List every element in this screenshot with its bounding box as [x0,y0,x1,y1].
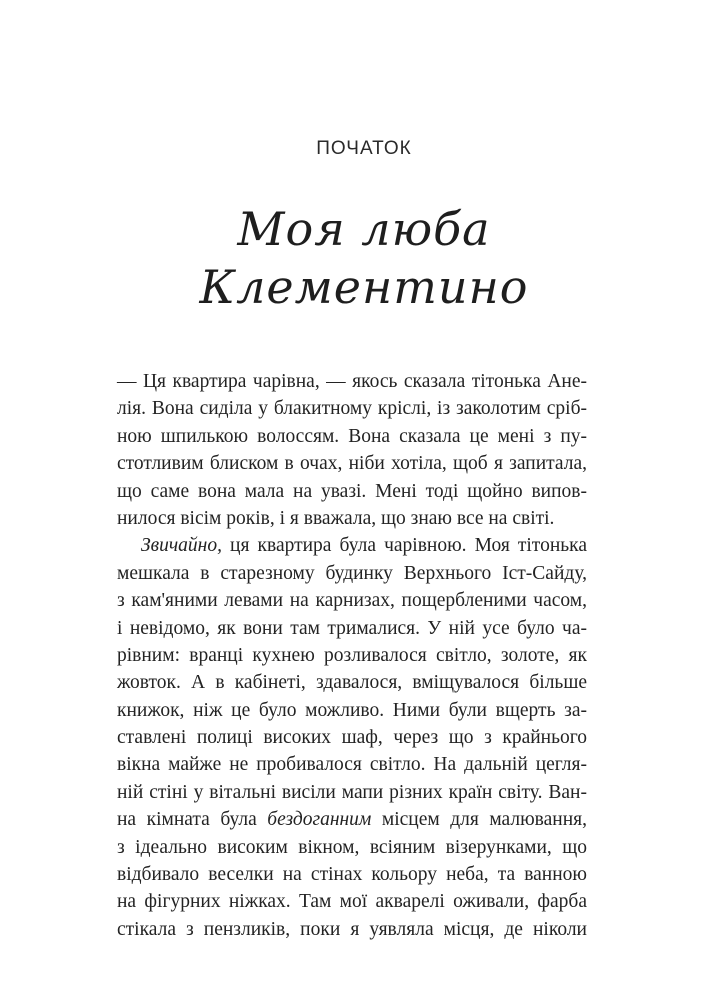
text-fragment: ця квартира була чарівною. Моя тітонька [221,535,587,557]
text-line: — Ця квартира чарівна, — якось сказала тітонька Ане- [117,371,587,392]
text-line: стікала з пензликів, поки я уявляла місця, де ніколи [117,918,587,940]
text-line: на фігурних ніжках. Там мої акварелі оживали, фарба [117,891,587,913]
text-line: ній стіні у вітальні висіли мапи різних країн світу. Ван- [117,781,587,803]
text-line: з ідеально високим вікном, всіяним візерунками, що [117,836,587,858]
text-fragment: місцем для малювання, [371,809,587,831]
text-line: лія. Вона сиділа у блакитному кріслі, із заколотим сріб- [117,398,587,420]
text-line: ставлені полиці високих шаф, через що з крайнього [117,727,587,749]
chapter-title [0,200,728,316]
text-line: і невідомо, як вони там трималися. У ній усе було ча- [117,617,587,639]
text-line: ною шпилькою волоссям. Вона сказала це мені з пу- [117,425,587,447]
text-line: відбивало веселки на стінах кольору неба, та ванною [117,864,587,886]
text-line [117,806,587,833]
text-line: жовток. А в кабінеті, здавалося, вміщувалося більше [117,672,587,694]
text-line: мешкала в старезному будинку Верхнього Іст-Сайду, [117,562,587,584]
body-text [117,368,587,943]
text-line: рівним: вранці кухнею розливалося світло, золоте, як [117,644,587,666]
text-line: з кам'яними левами на карнизах, пощербленими часом, [117,590,587,612]
text-line: книжок, ніж це було можливо. Ними були вщерть за- [117,699,587,721]
text-line [117,532,587,559]
emphasis-text: Звичайно, [141,535,222,557]
section-label: ПОЧАТОК [316,138,412,159]
text-line: вікна майже не пробивалося світло. На дальній цегля- [117,754,587,776]
text-fragment: на кімната була [117,809,268,831]
emphasis-text: бездоганним [267,809,372,831]
chapter-title-line-1: Моя люба [237,202,491,256]
text-line: що саме вона мала на увазі. Мені тоді щойно випов- [117,480,587,502]
chapter-title-line-2: Клементино [199,260,529,314]
text-line: нилося вісім років, і я вважала, що знаю все на світі. [117,507,555,529]
text-line: стотливим блиском в очах, ніби хотіла, щоб я запитала, [117,453,587,475]
